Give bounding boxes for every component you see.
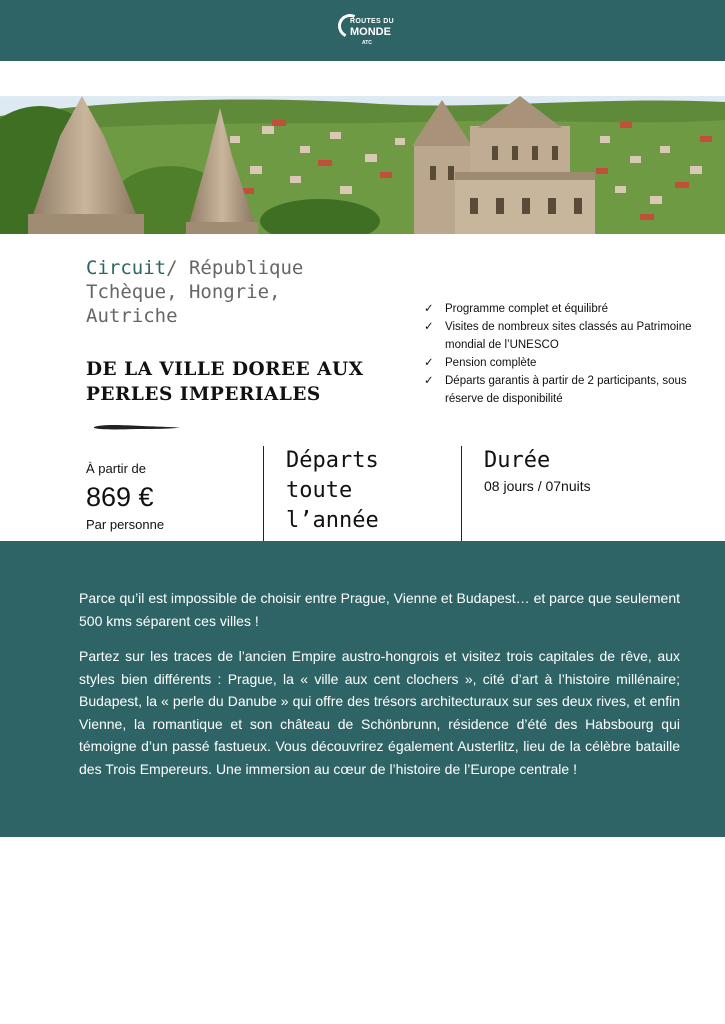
departs-line-1: Départs — [286, 448, 379, 473]
check-icon: ✓ — [424, 321, 434, 333]
feature-item — [424, 354, 714, 372]
description-section — [0, 541, 725, 837]
feature-text: Pension complète — [445, 357, 537, 369]
title-line-1: DE LA VILLE DOREE AUX — [86, 359, 364, 380]
features-list — [424, 300, 714, 408]
column-divider — [263, 446, 264, 541]
feature-text: Visites de nombreux sites classés au Patrimoine mondial de l’UNESCO — [445, 321, 692, 351]
logo-line-3: ATC — [362, 40, 372, 46]
logo-line-1: ROUTES DU — [350, 18, 394, 25]
column-divider — [461, 446, 462, 541]
circuit-category — [86, 256, 356, 328]
brand-logo[interactable] — [338, 12, 398, 50]
check-icon: ✓ — [424, 303, 434, 315]
feature-text: Départs garantis à partir de 2 participants, sous réserve de disponibilité — [445, 375, 687, 405]
check-icon: ✓ — [424, 375, 434, 387]
logo-line-2: MONDE — [350, 26, 391, 38]
departs-line-3: l’année — [286, 508, 379, 533]
duration-block — [484, 446, 684, 496]
brush-stroke-divider — [92, 422, 182, 432]
duration-label: Durée — [484, 448, 551, 473]
category-separator: / — [166, 257, 178, 279]
price-label: À partir de — [86, 461, 146, 476]
header-bar — [0, 0, 725, 61]
check-icon: ✓ — [424, 357, 434, 369]
duration-value: 08 jours / 07nuits — [484, 478, 591, 494]
description-paragraph-1: Parce qu’il est impossible de choisir entre Prague, Vienne et Budapest… et parce que seulement 500 kms séparent ces villes ! — [79, 590, 680, 629]
price-unit: Par personne — [86, 517, 165, 532]
banner-image — [0, 96, 725, 234]
feature-item — [424, 300, 714, 318]
price-block — [86, 460, 256, 534]
departs-block — [286, 446, 446, 536]
title-line-2: PERLES IMPERIALES — [86, 384, 321, 405]
circuit-type: Circuit — [86, 257, 167, 279]
feature-item — [424, 318, 714, 354]
feature-text: Programme complet et équilibré — [445, 303, 608, 315]
departs-line-2: toute — [286, 478, 353, 503]
feature-item — [424, 372, 714, 408]
description-paragraph-2: Partez sur les traces de l’ancien Empire austro-hongrois et visitez trois capitales de rêve, aux styles bien différents : Prague, la « ville aux cent clochers », cité d’art à l’histoire millénaire; Budapest, la « perle du Danube » qui offre des trésors architecturaux sur ses deux rives, et enfin Vienne, la romantique et son château de Schönbrunn, résidence d’été des Habsbourg qui témoigne d’un passé fastueux. Vous découvrirez également Austerlitz, lieu de la célèbre bataille des Trois Empereurs. Une immersion au cœur de l’histoire de l’Europe centrale ! — [79, 648, 680, 777]
price-value: 869 € — [86, 482, 154, 512]
page-title — [86, 357, 406, 407]
circuit-countries: République Tchèque, Hongrie, Autriche — [86, 257, 304, 327]
